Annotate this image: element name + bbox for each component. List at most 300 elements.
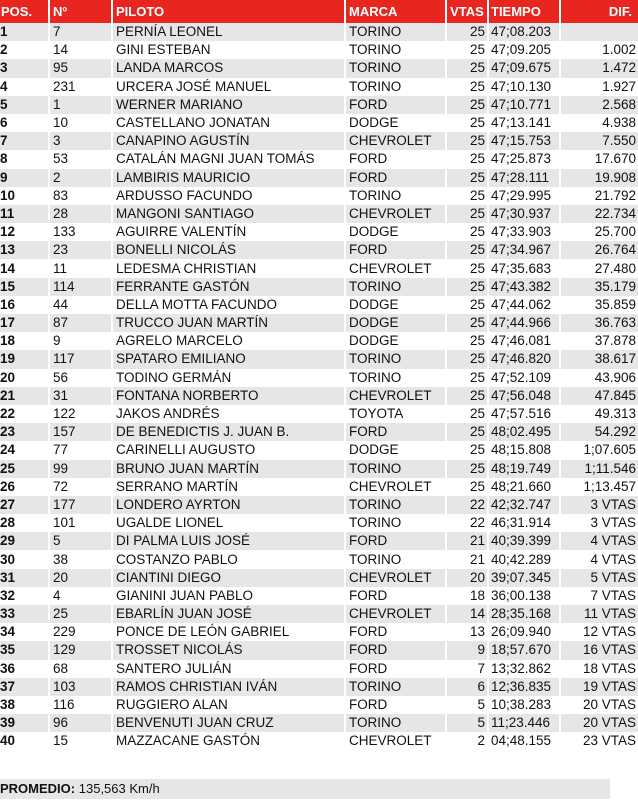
cell-brand: FORD (345, 696, 446, 714)
cell-pos: 36 (0, 660, 49, 678)
cell-number: 114 (49, 278, 112, 296)
cell-pos: 7 (0, 132, 49, 150)
cell-pos: 33 (0, 605, 49, 623)
cell-driver: UGALDE LIONEL (112, 514, 345, 532)
cell-laps: 25 (446, 423, 488, 441)
cell-number: 23 (49, 241, 112, 259)
table-row (0, 496, 638, 514)
cell-driver: RUGGIERO ALAN (112, 696, 345, 714)
header-brand: MARCA (345, 0, 446, 23)
cell-diff: 17.670 (560, 150, 638, 168)
table-row (0, 259, 638, 277)
cell-pos: 26 (0, 478, 49, 496)
cell-number: 229 (49, 623, 112, 641)
table-row (0, 350, 638, 368)
table-row (0, 132, 638, 150)
cell-diff: 20 VTAS (560, 714, 638, 732)
cell-laps: 25 (446, 350, 488, 368)
header-pos: POS. (0, 0, 49, 23)
table-row (0, 387, 638, 405)
cell-number: 31 (49, 387, 112, 405)
cell-time: 13;32.862 (488, 660, 560, 678)
cell-driver: SANTERO JULIÁN (112, 660, 345, 678)
cell-diff: 5 VTAS (560, 569, 638, 587)
cell-time: 48;02.495 (488, 423, 560, 441)
table-row (0, 714, 638, 732)
cell-diff: 37.878 (560, 332, 638, 350)
cell-pos: 5 (0, 96, 49, 114)
cell-driver: TRUCCO JUAN MARTÍN (112, 314, 345, 332)
cell-driver: ARDUSSO FACUNDO (112, 187, 345, 205)
cell-time: 47;09.205 (488, 41, 560, 59)
cell-diff: 36.763 (560, 314, 638, 332)
table-row (0, 223, 638, 241)
cell-pos: 29 (0, 532, 49, 550)
table-row (0, 96, 638, 114)
cell-driver: LAMBIRIS MAURICIO (112, 169, 345, 187)
cell-laps: 25 (446, 187, 488, 205)
cell-diff: 22.734 (560, 205, 638, 223)
cell-pos: 31 (0, 569, 49, 587)
cell-brand: FORD (345, 169, 446, 187)
cell-driver: AGUIRRE VALENTÍN (112, 223, 345, 241)
table-row (0, 114, 638, 132)
cell-time: 47;44.062 (488, 296, 560, 314)
cell-brand: CHEVROLET (345, 259, 446, 277)
cell-driver: SPATARO EMILIANO (112, 350, 345, 368)
cell-number: 4 (49, 587, 112, 605)
cell-laps: 25 (446, 41, 488, 59)
cell-pos: 3 (0, 59, 49, 77)
cell-pos: 6 (0, 114, 49, 132)
cell-laps: 5 (446, 714, 488, 732)
cell-laps: 25 (446, 23, 488, 41)
cell-time: 28;35.168 (488, 605, 560, 623)
cell-time: 47;09.675 (488, 59, 560, 77)
cell-time: 47;44.966 (488, 314, 560, 332)
cell-laps: 25 (446, 96, 488, 114)
cell-laps: 5 (446, 696, 488, 714)
cell-diff: 27.480 (560, 259, 638, 277)
cell-brand: FORD (345, 660, 446, 678)
cell-driver: JAKOS ANDRÉS (112, 405, 345, 423)
cell-time: 47;35.683 (488, 259, 560, 277)
table-row (0, 296, 638, 314)
cell-diff: 25.700 (560, 223, 638, 241)
cell-driver: GINI ESTEBAN (112, 41, 345, 59)
table-row (0, 405, 638, 423)
cell-laps: 25 (446, 387, 488, 405)
cell-pos: 18 (0, 332, 49, 350)
cell-number: 1 (49, 96, 112, 114)
cell-driver: AGRELO MARCELO (112, 332, 345, 350)
header-driver: PILOTO (112, 0, 345, 23)
cell-diff: 49.313 (560, 405, 638, 423)
cell-pos: 32 (0, 587, 49, 605)
cell-laps: 25 (446, 241, 488, 259)
average-label: PROMEDIO: (0, 781, 76, 796)
cell-diff: 35.859 (560, 296, 638, 314)
cell-brand: TORINO (345, 278, 446, 296)
average-speed (0, 779, 610, 799)
cell-diff: 1;13.457 (560, 478, 638, 496)
table-row (0, 660, 638, 678)
cell-number: 87 (49, 314, 112, 332)
cell-pos: 28 (0, 514, 49, 532)
cell-diff: 19.908 (560, 169, 638, 187)
cell-laps: 25 (446, 278, 488, 296)
table-row (0, 569, 638, 587)
cell-laps: 25 (446, 205, 488, 223)
cell-diff: 19 VTAS (560, 678, 638, 696)
cell-driver: EBARLÍN JUAN JOSÉ (112, 605, 345, 623)
cell-number: 7 (49, 23, 112, 41)
cell-time: 12;36.835 (488, 678, 560, 696)
cell-brand: CHEVROLET (345, 478, 446, 496)
cell-pos: 20 (0, 369, 49, 387)
cell-time: 39;07.345 (488, 569, 560, 587)
cell-diff: 20 VTAS (560, 696, 638, 714)
cell-brand: TORINO (345, 678, 446, 696)
header-time: TIEMPO (488, 0, 560, 23)
cell-diff: 18 VTAS (560, 660, 638, 678)
cell-laps: 25 (446, 460, 488, 478)
header-row (0, 0, 638, 23)
cell-pos: 23 (0, 423, 49, 441)
cell-number: 15 (49, 732, 112, 750)
cell-number: 83 (49, 187, 112, 205)
cell-brand: TORINO (345, 496, 446, 514)
cell-brand: DODGE (345, 114, 446, 132)
table-row (0, 187, 638, 205)
cell-laps: 2 (446, 732, 488, 750)
cell-diff: 23 VTAS (560, 732, 638, 750)
header-diff: DIF. (560, 0, 638, 23)
cell-number: 11 (49, 259, 112, 277)
table-row (0, 314, 638, 332)
cell-brand: CHEVROLET (345, 569, 446, 587)
cell-time: 47;13.141 (488, 114, 560, 132)
cell-diff: 43.906 (560, 369, 638, 387)
cell-driver: TROSSET NICOLÁS (112, 641, 345, 659)
cell-time: 47;10.771 (488, 96, 560, 114)
table-row (0, 605, 638, 623)
cell-pos: 38 (0, 696, 49, 714)
cell-time: 18;57.670 (488, 641, 560, 659)
cell-pos: 11 (0, 205, 49, 223)
cell-brand: TORINO (345, 550, 446, 568)
cell-pos: 4 (0, 78, 49, 96)
cell-laps: 6 (446, 678, 488, 696)
cell-laps: 25 (446, 223, 488, 241)
cell-number: 116 (49, 696, 112, 714)
cell-pos: 19 (0, 350, 49, 368)
cell-brand: TOYOTA (345, 405, 446, 423)
cell-laps: 9 (446, 641, 488, 659)
cell-driver: MANGONI SANTIAGO (112, 205, 345, 223)
cell-time: 47;28.111 (488, 169, 560, 187)
table-row (0, 623, 638, 641)
cell-pos: 40 (0, 732, 49, 750)
cell-diff: 38.617 (560, 350, 638, 368)
cell-diff: 11 VTAS (560, 605, 638, 623)
cell-brand: TORINO (345, 369, 446, 387)
results-body (0, 23, 638, 751)
cell-time: 40;42.289 (488, 550, 560, 568)
cell-time: 47;30.937 (488, 205, 560, 223)
cell-pos: 1 (0, 23, 49, 41)
cell-time: 47;15.753 (488, 132, 560, 150)
table-row (0, 696, 638, 714)
cell-laps: 25 (446, 78, 488, 96)
cell-driver: TODINO GERMÁN (112, 369, 345, 387)
cell-laps: 7 (446, 660, 488, 678)
cell-pos: 13 (0, 241, 49, 259)
cell-pos: 10 (0, 187, 49, 205)
cell-driver: DE BENEDICTIS J. JUAN B. (112, 423, 345, 441)
cell-diff: 1.927 (560, 78, 638, 96)
cell-time: 42;32.747 (488, 496, 560, 514)
cell-number: 53 (49, 150, 112, 168)
cell-pos: 37 (0, 678, 49, 696)
cell-pos: 27 (0, 496, 49, 514)
cell-number: 231 (49, 78, 112, 96)
cell-number: 20 (49, 569, 112, 587)
cell-laps: 22 (446, 496, 488, 514)
cell-driver: COSTANZO PABLO (112, 550, 345, 568)
cell-time: 47;33.903 (488, 223, 560, 241)
table-row (0, 550, 638, 568)
cell-pos: 15 (0, 278, 49, 296)
header-number: Nº (49, 0, 112, 23)
table-row (0, 460, 638, 478)
cell-brand: FORD (345, 423, 446, 441)
cell-brand: CHEVROLET (345, 205, 446, 223)
cell-diff: 3 VTAS (560, 496, 638, 514)
cell-time: 47;29.995 (488, 187, 560, 205)
cell-pos: 8 (0, 150, 49, 168)
cell-time: 47;08.203 (488, 23, 560, 41)
table-row (0, 59, 638, 77)
cell-time: 26;09.940 (488, 623, 560, 641)
cell-brand: DODGE (345, 441, 446, 459)
cell-laps: 13 (446, 623, 488, 641)
cell-driver: BONELLI NICOLÁS (112, 241, 345, 259)
table-row (0, 423, 638, 441)
cell-number: 5 (49, 532, 112, 550)
table-row (0, 532, 638, 550)
cell-number: 129 (49, 641, 112, 659)
cell-brand: CHEVROLET (345, 387, 446, 405)
cell-number: 25 (49, 605, 112, 623)
cell-driver: RAMOS CHRISTIAN IVÁN (112, 678, 345, 696)
cell-diff: 4 VTAS (560, 532, 638, 550)
cell-pos: 9 (0, 169, 49, 187)
cell-pos: 21 (0, 387, 49, 405)
cell-driver: DELLA MOTTA FACUNDO (112, 296, 345, 314)
cell-time: 46;31.914 (488, 514, 560, 532)
table-row (0, 587, 638, 605)
cell-pos: 14 (0, 259, 49, 277)
cell-number: 122 (49, 405, 112, 423)
cell-driver: GIANINI JUAN PABLO (112, 587, 345, 605)
table-row (0, 205, 638, 223)
cell-time: 47;52.109 (488, 369, 560, 387)
cell-diff: 35.179 (560, 278, 638, 296)
cell-laps: 25 (446, 441, 488, 459)
cell-number: 77 (49, 441, 112, 459)
cell-pos: 35 (0, 641, 49, 659)
cell-number: 10 (49, 114, 112, 132)
cell-laps: 25 (446, 114, 488, 132)
cell-number: 72 (49, 478, 112, 496)
cell-number: 14 (49, 41, 112, 59)
cell-brand: FORD (345, 241, 446, 259)
cell-driver: URCERA JOSÉ MANUEL (112, 78, 345, 96)
cell-number: 96 (49, 714, 112, 732)
cell-time: 47;46.081 (488, 332, 560, 350)
cell-time: 10;38.283 (488, 696, 560, 714)
cell-number: 9 (49, 332, 112, 350)
cell-brand: TORINO (345, 23, 446, 41)
cell-time: 47;10.130 (488, 78, 560, 96)
cell-driver: SERRANO MARTÍN (112, 478, 345, 496)
cell-number: 68 (49, 660, 112, 678)
cell-number: 56 (49, 369, 112, 387)
cell-diff: 7.550 (560, 132, 638, 150)
cell-time: 11;23.446 (488, 714, 560, 732)
cell-number: 133 (49, 223, 112, 241)
cell-pos: 39 (0, 714, 49, 732)
cell-time: 40;39.399 (488, 532, 560, 550)
cell-brand: FORD (345, 532, 446, 550)
table-row (0, 41, 638, 59)
cell-driver: MAZZACANE GASTÓN (112, 732, 345, 750)
cell-pos: 2 (0, 41, 49, 59)
cell-time: 47;46.820 (488, 350, 560, 368)
cell-brand: TORINO (345, 59, 446, 77)
table-row (0, 678, 638, 696)
cell-number: 38 (49, 550, 112, 568)
cell-diff: 47.845 (560, 387, 638, 405)
table-row (0, 369, 638, 387)
cell-brand: FORD (345, 641, 446, 659)
cell-laps: 25 (446, 296, 488, 314)
cell-laps: 21 (446, 532, 488, 550)
cell-diff: 26.764 (560, 241, 638, 259)
cell-brand: TORINO (345, 78, 446, 96)
cell-laps: 22 (446, 514, 488, 532)
cell-pos: 24 (0, 441, 49, 459)
cell-pos: 25 (0, 460, 49, 478)
cell-pos: 17 (0, 314, 49, 332)
cell-brand: FORD (345, 96, 446, 114)
cell-time: 36;00.138 (488, 587, 560, 605)
cell-driver: WERNER MARIANO (112, 96, 345, 114)
cell-time: 48;19.749 (488, 460, 560, 478)
table-row (0, 150, 638, 168)
cell-brand: TORINO (345, 514, 446, 532)
table-row (0, 23, 638, 41)
cell-diff: 7 VTAS (560, 587, 638, 605)
cell-diff: 16 VTAS (560, 641, 638, 659)
cell-laps: 25 (446, 332, 488, 350)
cell-pos: 22 (0, 405, 49, 423)
cell-driver: CIANTINI DIEGO (112, 569, 345, 587)
cell-time: 04;48.155 (488, 732, 560, 750)
cell-time: 47;25.873 (488, 150, 560, 168)
cell-diff: 12 VTAS (560, 623, 638, 641)
cell-brand: CHEVROLET (345, 132, 446, 150)
table-row (0, 441, 638, 459)
cell-number: 44 (49, 296, 112, 314)
average-value: 135,563 Km/h (78, 781, 160, 796)
cell-driver: BRUNO JUAN MARTÍN (112, 460, 345, 478)
cell-driver: CANAPINO AGUSTÍN (112, 132, 345, 150)
cell-diff: 3 VTAS (560, 514, 638, 532)
cell-time: 48;21.660 (488, 478, 560, 496)
cell-driver: LANDA MARCOS (112, 59, 345, 77)
cell-number: 99 (49, 460, 112, 478)
cell-number: 3 (49, 132, 112, 150)
cell-laps: 14 (446, 605, 488, 623)
cell-number: 95 (49, 59, 112, 77)
cell-number: 117 (49, 350, 112, 368)
cell-driver: CASTELLANO JONATAN (112, 114, 345, 132)
cell-diff: 1;11.546 (560, 460, 638, 478)
cell-diff: 2.568 (560, 96, 638, 114)
cell-laps: 21 (446, 550, 488, 568)
cell-brand: TORINO (345, 460, 446, 478)
cell-diff (560, 23, 638, 41)
cell-brand: TORINO (345, 350, 446, 368)
cell-number: 2 (49, 169, 112, 187)
cell-brand: TORINO (345, 187, 446, 205)
table-row (0, 78, 638, 96)
cell-brand: FORD (345, 150, 446, 168)
cell-diff: 1;07.605 (560, 441, 638, 459)
cell-laps: 25 (446, 150, 488, 168)
cell-diff: 1.002 (560, 41, 638, 59)
cell-time: 47;34.967 (488, 241, 560, 259)
cell-number: 28 (49, 205, 112, 223)
cell-driver: PERNÍA LEONEL (112, 23, 345, 41)
table-row (0, 732, 638, 750)
cell-time: 48;15.808 (488, 441, 560, 459)
cell-brand: DODGE (345, 314, 446, 332)
cell-laps: 25 (446, 478, 488, 496)
cell-driver: LONDERO AYRTON (112, 496, 345, 514)
table-row (0, 332, 638, 350)
cell-time: 47;57.516 (488, 405, 560, 423)
cell-diff: 4 VTAS (560, 550, 638, 568)
cell-laps: 25 (446, 314, 488, 332)
cell-diff: 21.792 (560, 187, 638, 205)
cell-number: 157 (49, 423, 112, 441)
cell-number: 177 (49, 496, 112, 514)
cell-brand: FORD (345, 623, 446, 641)
cell-brand: DODGE (345, 332, 446, 350)
cell-brand: FORD (345, 587, 446, 605)
cell-pos: 34 (0, 623, 49, 641)
cell-number: 101 (49, 514, 112, 532)
cell-brand: TORINO (345, 714, 446, 732)
cell-driver: FONTANA NORBERTO (112, 387, 345, 405)
table-row (0, 278, 638, 296)
cell-pos: 16 (0, 296, 49, 314)
cell-brand: DODGE (345, 296, 446, 314)
cell-laps: 25 (446, 369, 488, 387)
